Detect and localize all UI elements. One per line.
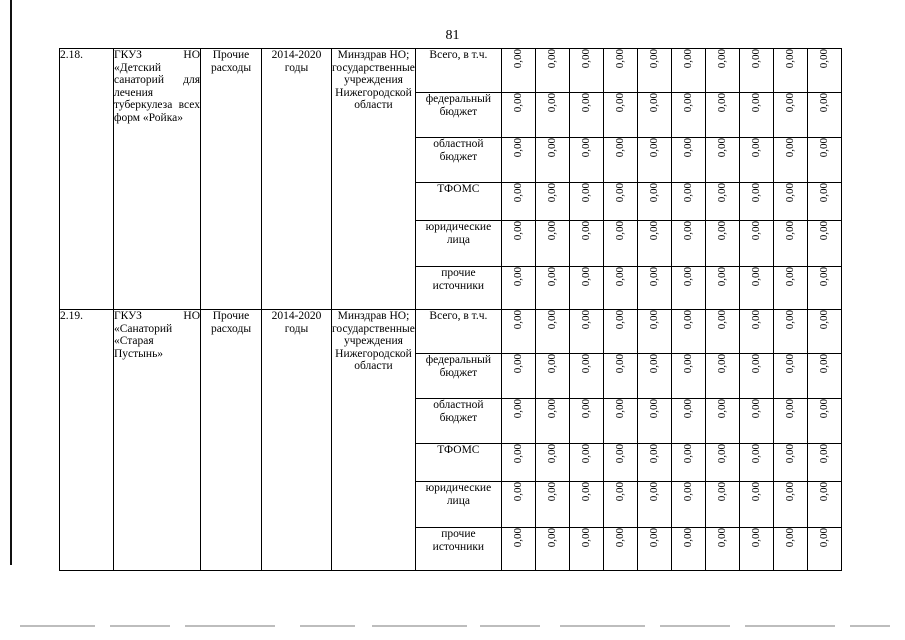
amount-cell <box>773 482 807 528</box>
expense-type: Прочие расходы <box>201 49 262 310</box>
amount-cell <box>739 138 773 183</box>
amount-value: 0,00 <box>784 399 797 419</box>
amount-cell <box>671 528 705 571</box>
amount-value: 0,00 <box>818 49 831 69</box>
table-row <box>60 310 842 354</box>
amount-value: 0,00 <box>716 444 729 464</box>
amount-cell <box>807 354 841 399</box>
amount-value: 0,00 <box>784 267 797 287</box>
amount-value: 0,00 <box>716 528 729 548</box>
amount-value: 0,00 <box>614 93 627 113</box>
organization-name: ГКУЗ НО «Санаторий «Старая Пустынь» <box>114 310 201 571</box>
amount-value: 0,00 <box>716 183 729 203</box>
amount-cell <box>603 138 637 183</box>
amount-cell <box>603 482 637 528</box>
amount-value: 0,00 <box>614 49 627 69</box>
amount-value: 0,00 <box>614 528 627 548</box>
amount-value: 0,00 <box>818 221 831 241</box>
amount-cell <box>603 183 637 221</box>
amount-value: 0,00 <box>716 399 729 419</box>
amount-cell <box>569 93 603 138</box>
amount-value: 0,00 <box>750 444 763 464</box>
expense-type: Прочие расходы <box>201 310 262 571</box>
amount-value: 0,00 <box>580 482 593 502</box>
amount-value: 0,00 <box>580 528 593 548</box>
amount-cell <box>569 49 603 93</box>
amount-cell <box>637 482 671 528</box>
amount-value: 0,00 <box>512 221 525 241</box>
amount-value: 0,00 <box>750 399 763 419</box>
amount-value: 0,00 <box>512 93 525 113</box>
amount-value: 0,00 <box>818 444 831 464</box>
amount-value: 0,00 <box>580 93 593 113</box>
amount-value: 0,00 <box>614 183 627 203</box>
amount-cell <box>671 482 705 528</box>
amount-value: 0,00 <box>546 93 559 113</box>
amount-value: 0,00 <box>818 482 831 502</box>
amount-cell <box>671 183 705 221</box>
scan-artifact <box>0 622 905 632</box>
amount-value: 0,00 <box>614 221 627 241</box>
funding-source: юридические лица <box>415 482 501 528</box>
amount-value: 0,00 <box>682 399 695 419</box>
period: 2014-2020 годы <box>262 49 332 310</box>
amount-value: 0,00 <box>682 444 695 464</box>
amount-value: 0,00 <box>614 444 627 464</box>
amount-cell <box>501 444 535 482</box>
amount-value: 0,00 <box>512 310 525 330</box>
amount-cell <box>501 267 535 310</box>
amount-value: 0,00 <box>682 310 695 330</box>
amount-cell <box>705 482 739 528</box>
amount-value: 0,00 <box>614 354 627 374</box>
amount-cell <box>671 49 705 93</box>
amount-cell <box>535 138 569 183</box>
amount-value: 0,00 <box>614 482 627 502</box>
amount-cell <box>535 354 569 399</box>
amount-value: 0,00 <box>818 354 831 374</box>
amount-cell <box>603 93 637 138</box>
amount-cell <box>637 528 671 571</box>
amount-cell <box>739 93 773 138</box>
amount-value: 0,00 <box>546 221 559 241</box>
amount-value: 0,00 <box>648 528 661 548</box>
amount-cell <box>535 482 569 528</box>
executor: Минздрав НО; государственные учреждения Нижегородской области <box>332 49 416 310</box>
amount-value: 0,00 <box>784 310 797 330</box>
amount-cell <box>535 183 569 221</box>
amount-cell <box>705 267 739 310</box>
amount-cell <box>535 399 569 444</box>
amount-cell <box>671 221 705 267</box>
amount-cell <box>501 49 535 93</box>
amount-cell <box>739 183 773 221</box>
amount-value: 0,00 <box>546 444 559 464</box>
amount-cell <box>501 399 535 444</box>
amount-value: 0,00 <box>818 93 831 113</box>
amount-value: 0,00 <box>648 221 661 241</box>
amount-value: 0,00 <box>614 399 627 419</box>
amount-cell <box>501 221 535 267</box>
amount-value: 0,00 <box>512 444 525 464</box>
amount-cell <box>807 93 841 138</box>
amount-cell <box>739 221 773 267</box>
amount-value: 0,00 <box>648 267 661 287</box>
amount-cell <box>569 138 603 183</box>
scan-margin-line <box>10 0 12 565</box>
amount-cell <box>535 444 569 482</box>
amount-value: 0,00 <box>648 354 661 374</box>
amount-value: 0,00 <box>546 310 559 330</box>
funding-source: Всего, в т.ч. <box>415 310 501 354</box>
amount-value: 0,00 <box>784 49 797 69</box>
funding-source: федеральный бюджет <box>415 93 501 138</box>
amount-cell <box>637 93 671 138</box>
executor: Минздрав НО; государственные учреждения Нижегородской области <box>332 310 416 571</box>
amount-cell <box>603 310 637 354</box>
amount-cell <box>705 221 739 267</box>
amount-value: 0,00 <box>580 310 593 330</box>
amount-cell <box>773 49 807 93</box>
amount-value: 0,00 <box>716 138 729 158</box>
amount-cell <box>569 482 603 528</box>
organization-name: ГКУЗ НО «Детский санаторий для лечения туберкулеза всех форм «Ройка» <box>114 49 201 310</box>
amount-value: 0,00 <box>818 138 831 158</box>
amount-cell <box>807 528 841 571</box>
amount-cell <box>603 49 637 93</box>
amount-cell <box>569 183 603 221</box>
amount-cell <box>773 183 807 221</box>
amount-value: 0,00 <box>648 138 661 158</box>
amount-cell <box>637 444 671 482</box>
amount-value: 0,00 <box>614 310 627 330</box>
amount-cell <box>603 354 637 399</box>
amount-value: 0,00 <box>784 444 797 464</box>
period: 2014-2020 годы <box>262 310 332 571</box>
amount-cell <box>671 138 705 183</box>
amount-value: 0,00 <box>750 310 763 330</box>
amount-cell <box>739 528 773 571</box>
amount-value: 0,00 <box>512 138 525 158</box>
amount-value: 0,00 <box>682 183 695 203</box>
amount-value: 0,00 <box>818 310 831 330</box>
amount-cell <box>671 267 705 310</box>
amount-cell <box>603 267 637 310</box>
amount-value: 0,00 <box>512 482 525 502</box>
table-body <box>60 49 842 571</box>
amount-cell <box>739 482 773 528</box>
amount-value: 0,00 <box>750 221 763 241</box>
amount-value: 0,00 <box>546 482 559 502</box>
amount-value: 0,00 <box>580 444 593 464</box>
amount-cell <box>637 183 671 221</box>
amount-value: 0,00 <box>784 183 797 203</box>
amount-cell <box>807 444 841 482</box>
amount-cell <box>773 267 807 310</box>
funding-source: прочие источники <box>415 267 501 310</box>
amount-value: 0,00 <box>512 49 525 69</box>
amount-value: 0,00 <box>716 482 729 502</box>
amount-value: 0,00 <box>512 267 525 287</box>
amount-value: 0,00 <box>682 267 695 287</box>
funding-source: областной бюджет <box>415 399 501 444</box>
amount-cell <box>739 354 773 399</box>
amount-cell <box>705 444 739 482</box>
amount-value: 0,00 <box>682 482 695 502</box>
amount-value: 0,00 <box>784 482 797 502</box>
amount-value: 0,00 <box>750 93 763 113</box>
amount-value: 0,00 <box>716 354 729 374</box>
amount-cell <box>739 310 773 354</box>
amount-cell <box>569 310 603 354</box>
amount-value: 0,00 <box>716 221 729 241</box>
amount-value: 0,00 <box>546 183 559 203</box>
amount-cell <box>705 399 739 444</box>
amount-cell <box>773 138 807 183</box>
amount-value: 0,00 <box>648 399 661 419</box>
amount-value: 0,00 <box>750 482 763 502</box>
amount-cell <box>637 267 671 310</box>
amount-value: 0,00 <box>784 528 797 548</box>
amount-cell <box>569 354 603 399</box>
amount-cell <box>671 310 705 354</box>
amount-value: 0,00 <box>580 183 593 203</box>
amount-value: 0,00 <box>512 399 525 419</box>
amount-value: 0,00 <box>750 138 763 158</box>
amount-value: 0,00 <box>580 49 593 69</box>
amount-cell <box>807 221 841 267</box>
table-row <box>60 49 842 93</box>
amount-cell <box>671 354 705 399</box>
amount-cell <box>739 49 773 93</box>
amount-value: 0,00 <box>682 354 695 374</box>
amount-cell <box>501 310 535 354</box>
amount-cell <box>535 93 569 138</box>
funding-source: Всего, в т.ч. <box>415 49 501 93</box>
page-number: 81 <box>445 28 460 43</box>
amount-value: 0,00 <box>716 93 729 113</box>
amount-cell <box>637 138 671 183</box>
amount-value: 0,00 <box>818 183 831 203</box>
amount-value: 0,00 <box>818 399 831 419</box>
amount-value: 0,00 <box>546 267 559 287</box>
amount-cell <box>637 399 671 444</box>
amount-cell <box>569 221 603 267</box>
amount-value: 0,00 <box>750 49 763 69</box>
amount-cell <box>535 49 569 93</box>
amount-cell <box>637 49 671 93</box>
amount-value: 0,00 <box>784 354 797 374</box>
amount-value: 0,00 <box>512 354 525 374</box>
amount-value: 0,00 <box>648 444 661 464</box>
amount-cell <box>739 267 773 310</box>
amount-cell <box>501 528 535 571</box>
amount-cell <box>637 354 671 399</box>
amount-cell <box>773 444 807 482</box>
amount-cell <box>773 221 807 267</box>
amount-cell <box>603 444 637 482</box>
amount-cell <box>705 310 739 354</box>
amount-cell <box>569 399 603 444</box>
amount-value: 0,00 <box>648 183 661 203</box>
amount-cell <box>501 93 535 138</box>
amount-cell <box>569 444 603 482</box>
amount-value: 0,00 <box>580 399 593 419</box>
funding-source: федеральный бюджет <box>415 354 501 399</box>
amount-value: 0,00 <box>716 310 729 330</box>
amount-cell <box>705 93 739 138</box>
amount-value: 0,00 <box>546 49 559 69</box>
amount-cell <box>773 93 807 138</box>
amount-cell <box>807 183 841 221</box>
amount-value: 0,00 <box>750 528 763 548</box>
amount-cell <box>807 310 841 354</box>
amount-value: 0,00 <box>750 267 763 287</box>
amount-cell <box>603 221 637 267</box>
amount-cell <box>501 183 535 221</box>
amount-value: 0,00 <box>818 528 831 548</box>
amount-value: 0,00 <box>716 267 729 287</box>
amount-value: 0,00 <box>682 221 695 241</box>
amount-value: 0,00 <box>546 528 559 548</box>
amount-value: 0,00 <box>648 310 661 330</box>
amount-value: 0,00 <box>580 267 593 287</box>
amount-value: 0,00 <box>784 93 797 113</box>
amount-cell <box>773 354 807 399</box>
amount-value: 0,00 <box>614 138 627 158</box>
amount-cell <box>807 399 841 444</box>
amount-value: 0,00 <box>682 528 695 548</box>
amount-cell <box>807 49 841 93</box>
amount-cell <box>739 444 773 482</box>
amount-cell <box>807 267 841 310</box>
amount-cell <box>671 399 705 444</box>
amount-cell <box>535 528 569 571</box>
amount-value: 0,00 <box>784 221 797 241</box>
amount-cell <box>535 221 569 267</box>
amount-value: 0,00 <box>546 399 559 419</box>
funding-source: ТФОМС <box>415 183 501 221</box>
amount-value: 0,00 <box>580 221 593 241</box>
funding-source: прочие источники <box>415 528 501 571</box>
amount-cell <box>501 354 535 399</box>
funding-source: областной бюджет <box>415 138 501 183</box>
amount-value: 0,00 <box>784 138 797 158</box>
amount-cell <box>773 399 807 444</box>
amount-value: 0,00 <box>682 138 695 158</box>
amount-cell <box>637 310 671 354</box>
amount-cell <box>807 138 841 183</box>
amount-cell <box>501 482 535 528</box>
amount-value: 0,00 <box>716 49 729 69</box>
budget-table <box>59 48 842 571</box>
amount-value: 0,00 <box>750 354 763 374</box>
funding-source: юридические лица <box>415 221 501 267</box>
amount-value: 0,00 <box>580 138 593 158</box>
amount-value: 0,00 <box>648 49 661 69</box>
amount-value: 0,00 <box>818 267 831 287</box>
amount-cell <box>807 482 841 528</box>
amount-cell <box>569 267 603 310</box>
amount-cell <box>705 183 739 221</box>
amount-value: 0,00 <box>512 183 525 203</box>
amount-value: 0,00 <box>682 93 695 113</box>
amount-cell <box>603 528 637 571</box>
amount-value: 0,00 <box>512 528 525 548</box>
amount-value: 0,00 <box>750 183 763 203</box>
amount-cell <box>671 444 705 482</box>
amount-cell <box>637 221 671 267</box>
amount-value: 0,00 <box>648 482 661 502</box>
funding-source: ТФОМС <box>415 444 501 482</box>
amount-cell <box>705 528 739 571</box>
amount-cell <box>739 399 773 444</box>
amount-cell <box>603 399 637 444</box>
amount-value: 0,00 <box>648 93 661 113</box>
amount-cell <box>671 93 705 138</box>
amount-cell <box>535 310 569 354</box>
row-number: 2.19. <box>60 310 114 571</box>
amount-cell <box>569 528 603 571</box>
amount-cell <box>705 354 739 399</box>
amount-cell <box>535 267 569 310</box>
amount-value: 0,00 <box>580 354 593 374</box>
amount-cell <box>773 528 807 571</box>
amount-cell <box>773 310 807 354</box>
amount-cell <box>705 138 739 183</box>
amount-value: 0,00 <box>546 354 559 374</box>
amount-value: 0,00 <box>546 138 559 158</box>
amount-cell <box>501 138 535 183</box>
amount-value: 0,00 <box>682 49 695 69</box>
amount-value: 0,00 <box>614 267 627 287</box>
amount-cell <box>705 49 739 93</box>
row-number: 2.18. <box>60 49 114 310</box>
